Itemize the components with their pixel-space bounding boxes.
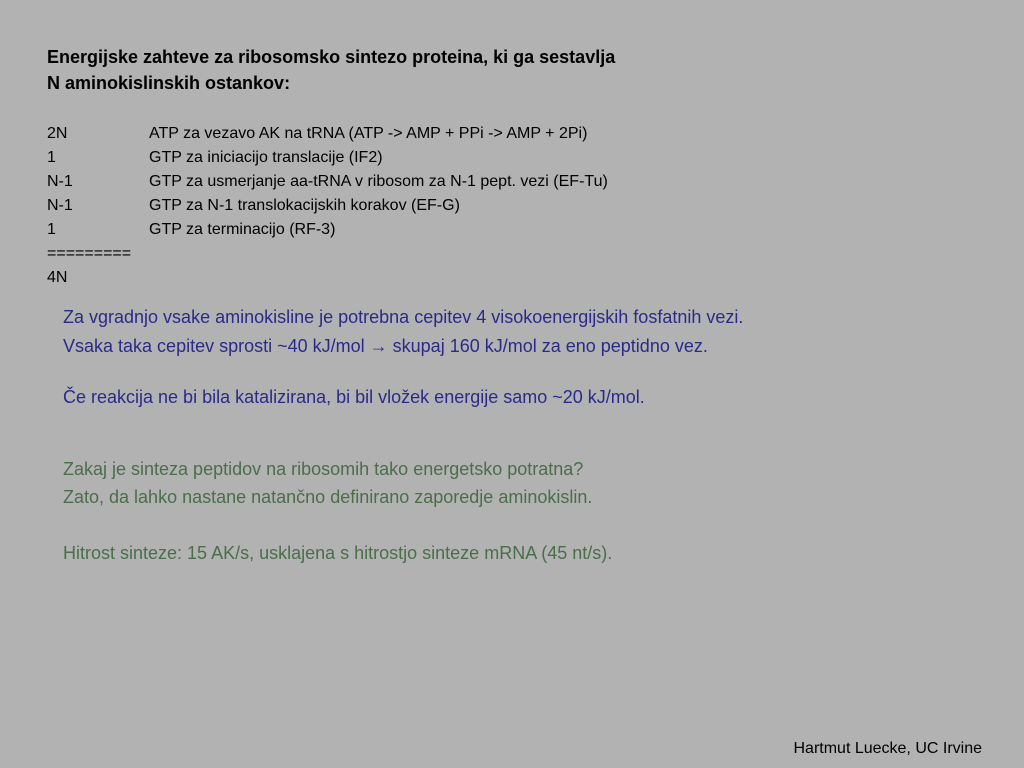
requirement-description: GTP za usmerjanje aa-tRNA v ribosom za N-1 pept. vezi (EF-Tu) (149, 173, 608, 190)
requirement-count: 2N (47, 125, 68, 142)
explanation-line-2-end: skupaj 160 kJ/mol za eno peptidno vez. (387, 336, 708, 356)
spacer (63, 511, 612, 539)
explanation-line-2 (63, 332, 743, 361)
requirement-count: N-1 (47, 173, 73, 190)
explanation-line-1: Za vgradnjo vsake aminokisline je potrebna cepitev 4 visokoenergijskih fosfatnih vezi. (63, 307, 744, 327)
requirement-count: 1 (47, 221, 56, 238)
sum-total: 4N (47, 269, 68, 286)
spacer (63, 361, 743, 383)
requirement-description: ATP za vezavo AK na tRNA (ATP -> AMP + PPi -> AMP + 2Pi) (149, 125, 588, 142)
sum-separator: ========= (47, 245, 132, 262)
energy-requirements-list (47, 122, 608, 290)
synthesis-rationale (63, 455, 612, 567)
explanation-line-3: Če reakcija ne bi bila katalizirana, bi bil vložek energije samo ~20 kJ/mol. (63, 387, 645, 407)
author-credit: Hartmut Luecke, UC Irvine (793, 740, 982, 757)
requirement-row (47, 170, 608, 194)
rationale-question: Zakaj je sinteza peptidov na ribosomih tako energetsko potratna? (63, 459, 584, 479)
requirement-description: GTP za terminacijo (RF-3) (149, 221, 336, 238)
slide-title-line-2: N aminokislinskih ostankov: (47, 73, 291, 93)
energy-explanation (63, 303, 743, 412)
slide-title-line-1: Energijske zahteve za ribosomsko sintezo proteina, ki ga sestavlja (47, 47, 616, 67)
requirement-description: GTP za iniciacijo translacije (IF2) (149, 149, 383, 166)
requirement-count: N-1 (47, 197, 73, 214)
requirement-row (47, 146, 608, 170)
synthesis-rate: Hitrost sinteze: 15 AK/s, usklajena s hitrostjo sinteze mRNA (45 nt/s). (63, 543, 613, 563)
slide-title (47, 44, 615, 96)
requirement-description: GTP za N-1 translokacijskih korakov (EF-G) (149, 197, 460, 214)
requirement-row (47, 194, 608, 218)
explanation-line-2-start: Vsaka taka cepitev sprosti ~40 kJ/mol (63, 336, 370, 356)
requirement-row (47, 218, 608, 242)
requirement-row (47, 122, 608, 146)
right-arrow-icon: → (369, 336, 388, 356)
rationale-answer: Zato, da lahko nastane natančno definirano zaporedje aminokislin. (63, 487, 593, 507)
requirement-count: 1 (47, 149, 56, 166)
